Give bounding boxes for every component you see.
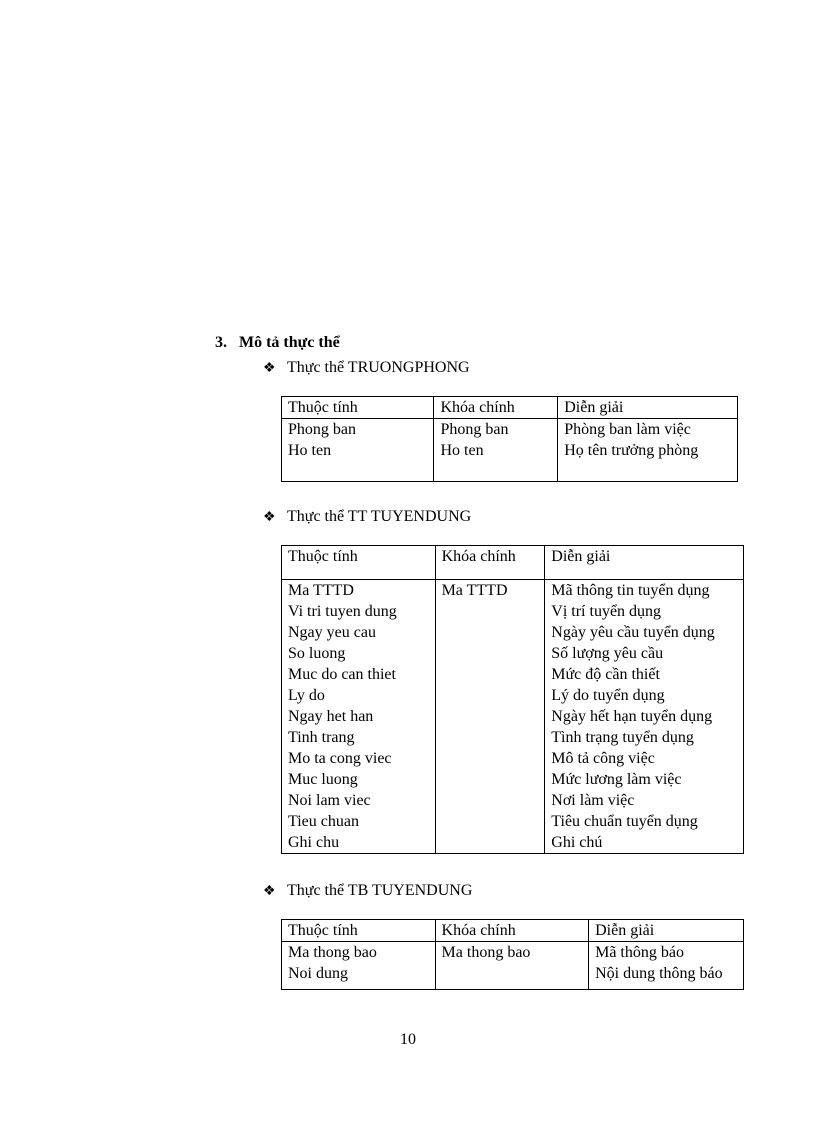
cell-line: Muc luong <box>288 771 358 788</box>
cell-line: Mo ta cong viec <box>288 750 392 767</box>
table-body-row <box>282 942 744 990</box>
entity-table-truongphong <box>281 396 738 482</box>
description-cell <box>558 419 738 482</box>
cell-line: Ma thong bao <box>288 944 377 961</box>
cell-line: Tinh trang <box>288 729 355 746</box>
cell-line: Nơi làm việc <box>551 792 635 809</box>
entity-heading-text: Thực thể TB TUYENDUNG <box>287 882 473 899</box>
cell-line: Vị trí tuyển dụng <box>551 603 662 620</box>
attribute-cell <box>282 942 436 990</box>
section-heading <box>215 334 340 352</box>
table-header-row <box>282 920 744 942</box>
header-cell-description: Diễn giải <box>589 920 744 942</box>
description-cell <box>545 580 744 854</box>
table-header-row <box>282 397 738 419</box>
cell-line: Vi tri tuyen dung <box>288 603 397 620</box>
header-cell-primary-key: Khóa chính <box>435 920 589 942</box>
cell-line: Ngay yeu cau <box>288 624 376 641</box>
cell-line: Tình trạng tuyển dụng <box>551 729 694 746</box>
primary-key-cell <box>434 419 558 482</box>
header-cell-attribute: Thuộc tính <box>282 546 436 580</box>
cell-line: Ly do <box>288 687 325 704</box>
cell-line: Noi dung <box>288 965 348 982</box>
cell-line: Họ tên trưởng phòng <box>564 442 699 459</box>
header-cell-description: Diễn giải <box>545 546 744 580</box>
cell-line: Ho ten <box>288 442 332 459</box>
cell-line: Phòng ban làm việc <box>564 421 691 438</box>
header-cell-primary-key: Khóa chính <box>435 546 545 580</box>
cell-line: Mã thông tin tuyển dụng <box>551 582 710 599</box>
entity-heading-tb-tuyendung <box>263 882 472 900</box>
cell-line: Mức lương làm việc <box>551 771 682 788</box>
entity-heading-truongphong <box>263 359 470 377</box>
cell-line: Tieu chuan <box>288 813 359 830</box>
cell-line: Lý do tuyển dụng <box>551 687 665 704</box>
diamond-bullet-icon: ❖ <box>263 510 276 525</box>
diamond-bullet-icon: ❖ <box>263 361 276 376</box>
cell-line: Mức độ cần thiết <box>551 666 660 683</box>
entity-table-tb-tuyendung <box>281 919 744 990</box>
cell-line: Phong ban <box>440 421 509 438</box>
header-cell-primary-key: Khóa chính <box>434 397 558 419</box>
primary-key-cell <box>435 942 589 990</box>
page-number: 10 <box>400 1031 416 1048</box>
primary-key-cell <box>435 580 545 854</box>
cell-line: Số lượng yêu cầu <box>551 645 664 662</box>
cell-line: Ma TTTD <box>441 582 508 599</box>
cell-line: Ngày hết hạn tuyển dụng <box>551 708 713 725</box>
diamond-bullet-icon: ❖ <box>263 884 276 899</box>
cell-line: So luong <box>288 645 346 662</box>
cell-line: Ghi chú <box>551 834 603 851</box>
cell-line: Tiêu chuẩn tuyển dụng <box>551 813 698 830</box>
cell-line: Ngay het han <box>288 708 374 725</box>
cell-line: Ho ten <box>440 442 484 459</box>
cell-line: Muc do can thiet <box>288 666 396 683</box>
cell-line: Nội dung thông báo <box>595 965 723 982</box>
cell-line: Noi lam viec <box>288 792 371 809</box>
table-body-row <box>282 419 738 482</box>
cell-line: Ma TTTD <box>288 582 354 599</box>
entity-heading-text: Thực thể TRUONGPHONG <box>287 359 470 376</box>
cell-line: Mô tả công việc <box>551 750 655 767</box>
attribute-cell <box>282 419 434 482</box>
table-body-row <box>282 580 744 854</box>
entity-heading-tt-tuyendung <box>263 508 471 526</box>
header-cell-attribute: Thuộc tính <box>282 397 434 419</box>
attribute-cell <box>282 580 436 854</box>
entity-heading-text: Thực thể TT TUYENDUNG <box>287 508 472 525</box>
cell-line: Ghi chu <box>288 834 340 851</box>
entity-table-tt-tuyendung <box>281 545 744 854</box>
description-cell <box>589 942 744 990</box>
cell-line: Ma thong bao <box>441 944 531 961</box>
cell-line: Mã thông báo <box>595 944 684 961</box>
header-cell-description: Diễn giải <box>558 397 738 419</box>
cell-line: Phong ban <box>288 421 356 438</box>
section-title: Mô tả thực thể <box>239 334 340 351</box>
cell-line: Ngày yêu cầu tuyển dụng <box>551 624 715 641</box>
table-header-row <box>282 546 744 580</box>
section-number: 3. <box>215 334 227 351</box>
header-cell-attribute: Thuộc tính <box>282 920 436 942</box>
